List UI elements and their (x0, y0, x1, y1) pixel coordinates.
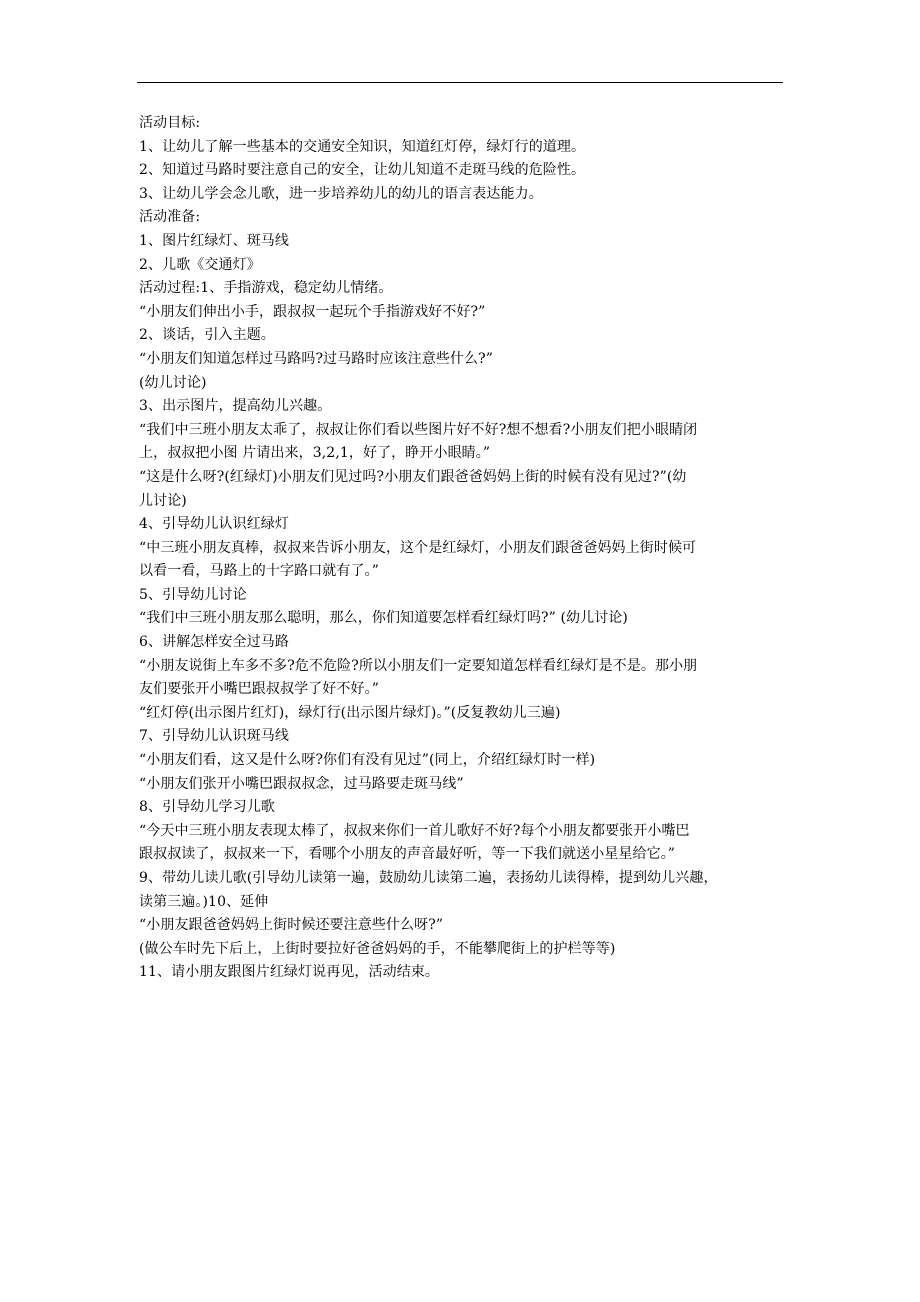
text-line: 上，叔叔把小图 片请出来，3,2,1，好了，睁开小眼睛。” (139, 445, 491, 462)
text-line: 1、让幼儿了解一些基本的交通安全知识，知道红灯停，绿灯行的道理。 (139, 138, 586, 155)
text-line: 5、引导幼儿讨论 (139, 586, 247, 603)
text-line: 4、引导幼儿认识红绿灯 (139, 516, 290, 533)
text-line: 3、让幼儿学会念儿歌，进一步培养幼儿的幼儿的语言表达能力。 (139, 185, 543, 202)
text-line: “这是什么呀?(红绿灯)小朋友们见过吗?小朋友们跟爸爸妈妈上街的时候有没有见过?”(幼 (139, 468, 687, 485)
text-line: “今天中三班小朋友表现太棒了，叔叔来你们一首儿歌好不好?每个小朋友都要张开小嘴巴 (139, 822, 690, 839)
text-line: “我们中三班小朋友太乖了，叔叔让你们看以些图片好不好?想不想看?小朋友们把小眼睛闭 (139, 421, 698, 438)
text-line: 以看一看，马路上的十字路口就有了。” (139, 563, 379, 580)
text-line: “小朋友们张开小嘴巴跟叔叔念，过马路要走斑马线” (139, 775, 464, 792)
text-line: “小朋友跟爸爸妈妈上街时候还要注意些什么呀?” (139, 917, 444, 934)
header-rule (137, 82, 783, 83)
text-line: 1、图片红绿灯、斑马线 (139, 232, 290, 249)
text-line: 活动目标: (139, 115, 201, 131)
text-line: “小朋友们伸出小手，跟叔叔一起玩个手指游戏好不好?” (139, 303, 486, 320)
text-line: 3、出示图片，提高幼儿兴趣。 (139, 398, 332, 415)
text-line: 活动准备: (139, 209, 201, 226)
text-line: 2、知道过马路时要注意自己的安全，让幼儿知道不走斑马线的危险性。 (139, 162, 586, 179)
text-line: “小朋友们看，这又是什么呀?你们有没有见过”(同上，介绍红绿灯时一样) (139, 752, 596, 769)
text-line: 跟叔叔读了，叔叔来一下，看哪个小朋友的声音最好听，等一下我们就送小星星给它。” (139, 846, 676, 863)
text-line: 2、儿歌《交通灯》 (139, 256, 261, 273)
text-line: 儿讨论) (139, 492, 187, 509)
text-line: (做公车时先下后上，上街时要拉好爸爸妈妈的手，不能攀爬街上的护栏等等) (139, 940, 616, 957)
text-line: 活动过程:1、手指游戏，稳定幼儿情绪。 (139, 280, 393, 297)
text-line: “小朋友们知道怎样过马路吗?过马路时应该注意些什么?” (139, 350, 494, 367)
text-line: “我们中三班小朋友那么聪明，那么，你们知道要怎样看红绿灯吗?” (幼儿讨论) (139, 610, 628, 627)
text-line: “小朋友说街上车多不多?危不危险?所以小朋友们一定要知道怎样看红绿灯是不是。那小朋 (139, 657, 698, 674)
text-line: (幼儿讨论) (139, 374, 207, 391)
document-body (139, 112, 785, 985)
text-line: 读第三遍。)10、延伸 (139, 893, 269, 910)
text-line: 8、引导幼儿学习儿歌 (139, 799, 275, 816)
text-line: 7、引导幼儿认识斑马线 (139, 728, 290, 745)
text-line: “红灯停(出示图片红灯)，绿灯行(出示图片绿灯)。”(反复教幼儿三遍) (139, 704, 561, 721)
text-line: 6、讲解怎样安全过马路 (139, 634, 290, 651)
text-line: 2、谈话，引入主题。 (139, 327, 275, 344)
text-line: 9、带幼儿读儿歌(引导幼儿读第一遍，鼓励幼儿读第二遍，表扬幼儿读得棒，提到幼儿兴趣， (139, 870, 718, 886)
text-line: 友们要张开小嘴巴跟叔叔学了好不好。” (139, 681, 379, 698)
text-line: 11、请小朋友跟图片红绿灯说再见，活动结束。 (139, 964, 440, 981)
text-line: “中三班小朋友真棒，叔叔来告诉小朋友，这个是红绿灯，小朋友们跟爸爸妈妈上街时候可 (139, 539, 697, 556)
